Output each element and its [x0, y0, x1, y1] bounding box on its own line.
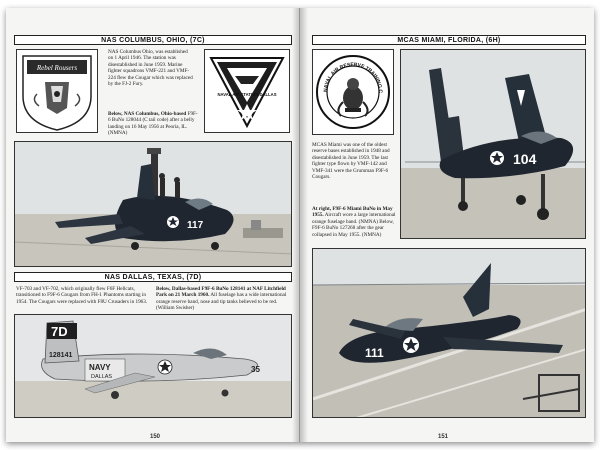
jet3-number: 104 [513, 151, 537, 167]
patch-miami-arc-text: NAVAL AIR RESERVE TRAINING C [322, 61, 384, 94]
jet2-nose-number: 35 [251, 365, 260, 374]
photo-miami-cougar-ramp [312, 248, 586, 418]
jet2-city-text: DALLAS [91, 374, 113, 380]
left-page [6, 8, 300, 442]
jet2-bureau-number: 128141 [49, 352, 73, 359]
jet1-markings: 117 [187, 220, 204, 231]
caption-dallas-body: All fuselage has a wide international orange reserve band, nose and tip tanks believed to be red. (William Swisher) [156, 292, 287, 312]
patch-miami [312, 49, 394, 135]
reserve-command-patch-icon [313, 50, 393, 134]
caption-columbus [108, 111, 198, 137]
jet-photo-3 [401, 50, 586, 239]
photo-columbus-cougar [14, 141, 292, 267]
jet-photo-2 [15, 315, 292, 418]
caption-miami-body: Aircraft wore a large international orange fuselage band. (NMNA) Below, F9F-6 BuNo 127268 after the gear collapsed in May 1955. (NMNA) [312, 212, 396, 238]
header-nas-columbus: NAS COLUMBUS, OHIO, (7C) [14, 35, 292, 45]
jet2-tail-code: 7D [51, 324, 68, 339]
caption-columbus-body: F9F-6 BuNo 128044 (C tail code) after a belly landing on 16 May 1956 at Peoria, IL. (NMNA) [108, 111, 198, 137]
photo-dallas-cougar [14, 314, 292, 418]
text-dallas: VF-703 and VF-702, which originally flew F6F Hellcats, transitioned to F9F-6 Cougars from FH-1 Phantoms starting in 1954. The Cougars were replaced with F8U Crusaders in 1963. [16, 286, 148, 305]
book-spread [6, 8, 594, 442]
photo-miami-cougar [400, 49, 586, 239]
squadron-patch-icon [17, 50, 97, 132]
header-nas-dallas: NAS DALLAS, TEXAS, (7D) [14, 272, 292, 282]
patch-dallas [204, 49, 290, 133]
page-number-left: 150 [150, 434, 161, 440]
patch-dallas-label: NAVAL AIR STATION DALLAS [217, 92, 277, 97]
patch-columbus [16, 49, 98, 133]
naval-air-station-patch-icon [205, 50, 289, 132]
caption-miami-bold: At right, F9F-6 Miami BuNo in May 1955. [312, 206, 393, 219]
caption-dallas [156, 286, 294, 312]
caption-miami [312, 206, 396, 238]
header-mcas-miami: MCAS MIAMI, FLORIDA, (6H) [312, 35, 586, 45]
patch-columbus-label: Rebel Rousers [36, 64, 78, 72]
jet4-number: 111 [365, 346, 384, 360]
jet-photo-1 [15, 142, 292, 267]
jet2-navy-text: NAVY [89, 363, 111, 372]
text-miami: MCAS Miami was one of the oldest reserve bases established in 1948 and disestablished in June 1959. The last fighter type flown by VMF-142 and VMF-341 were the Grumman F9F-6 Cougars. [312, 142, 390, 181]
text-columbus: NAS Columbus Ohio, was established on 1 April 1946. The station was disestablished in June 1959. Marine fighter squadrons VMF-221 and VMF-224 flew the Cougar which was replaced by the FJ-2 Fury. [108, 49, 193, 88]
caption-columbus-bold: Below, NAS Columbus, Ohio-based [108, 111, 187, 117]
jet-photo-4 [313, 249, 586, 418]
page-number-right: 151 [438, 434, 449, 440]
caption-dallas-bold: Below, Dallas-based F9F-6 BuNo 128141 at NAF Litchfield Park on 21 March 1960. [156, 286, 286, 299]
right-page [300, 8, 594, 442]
